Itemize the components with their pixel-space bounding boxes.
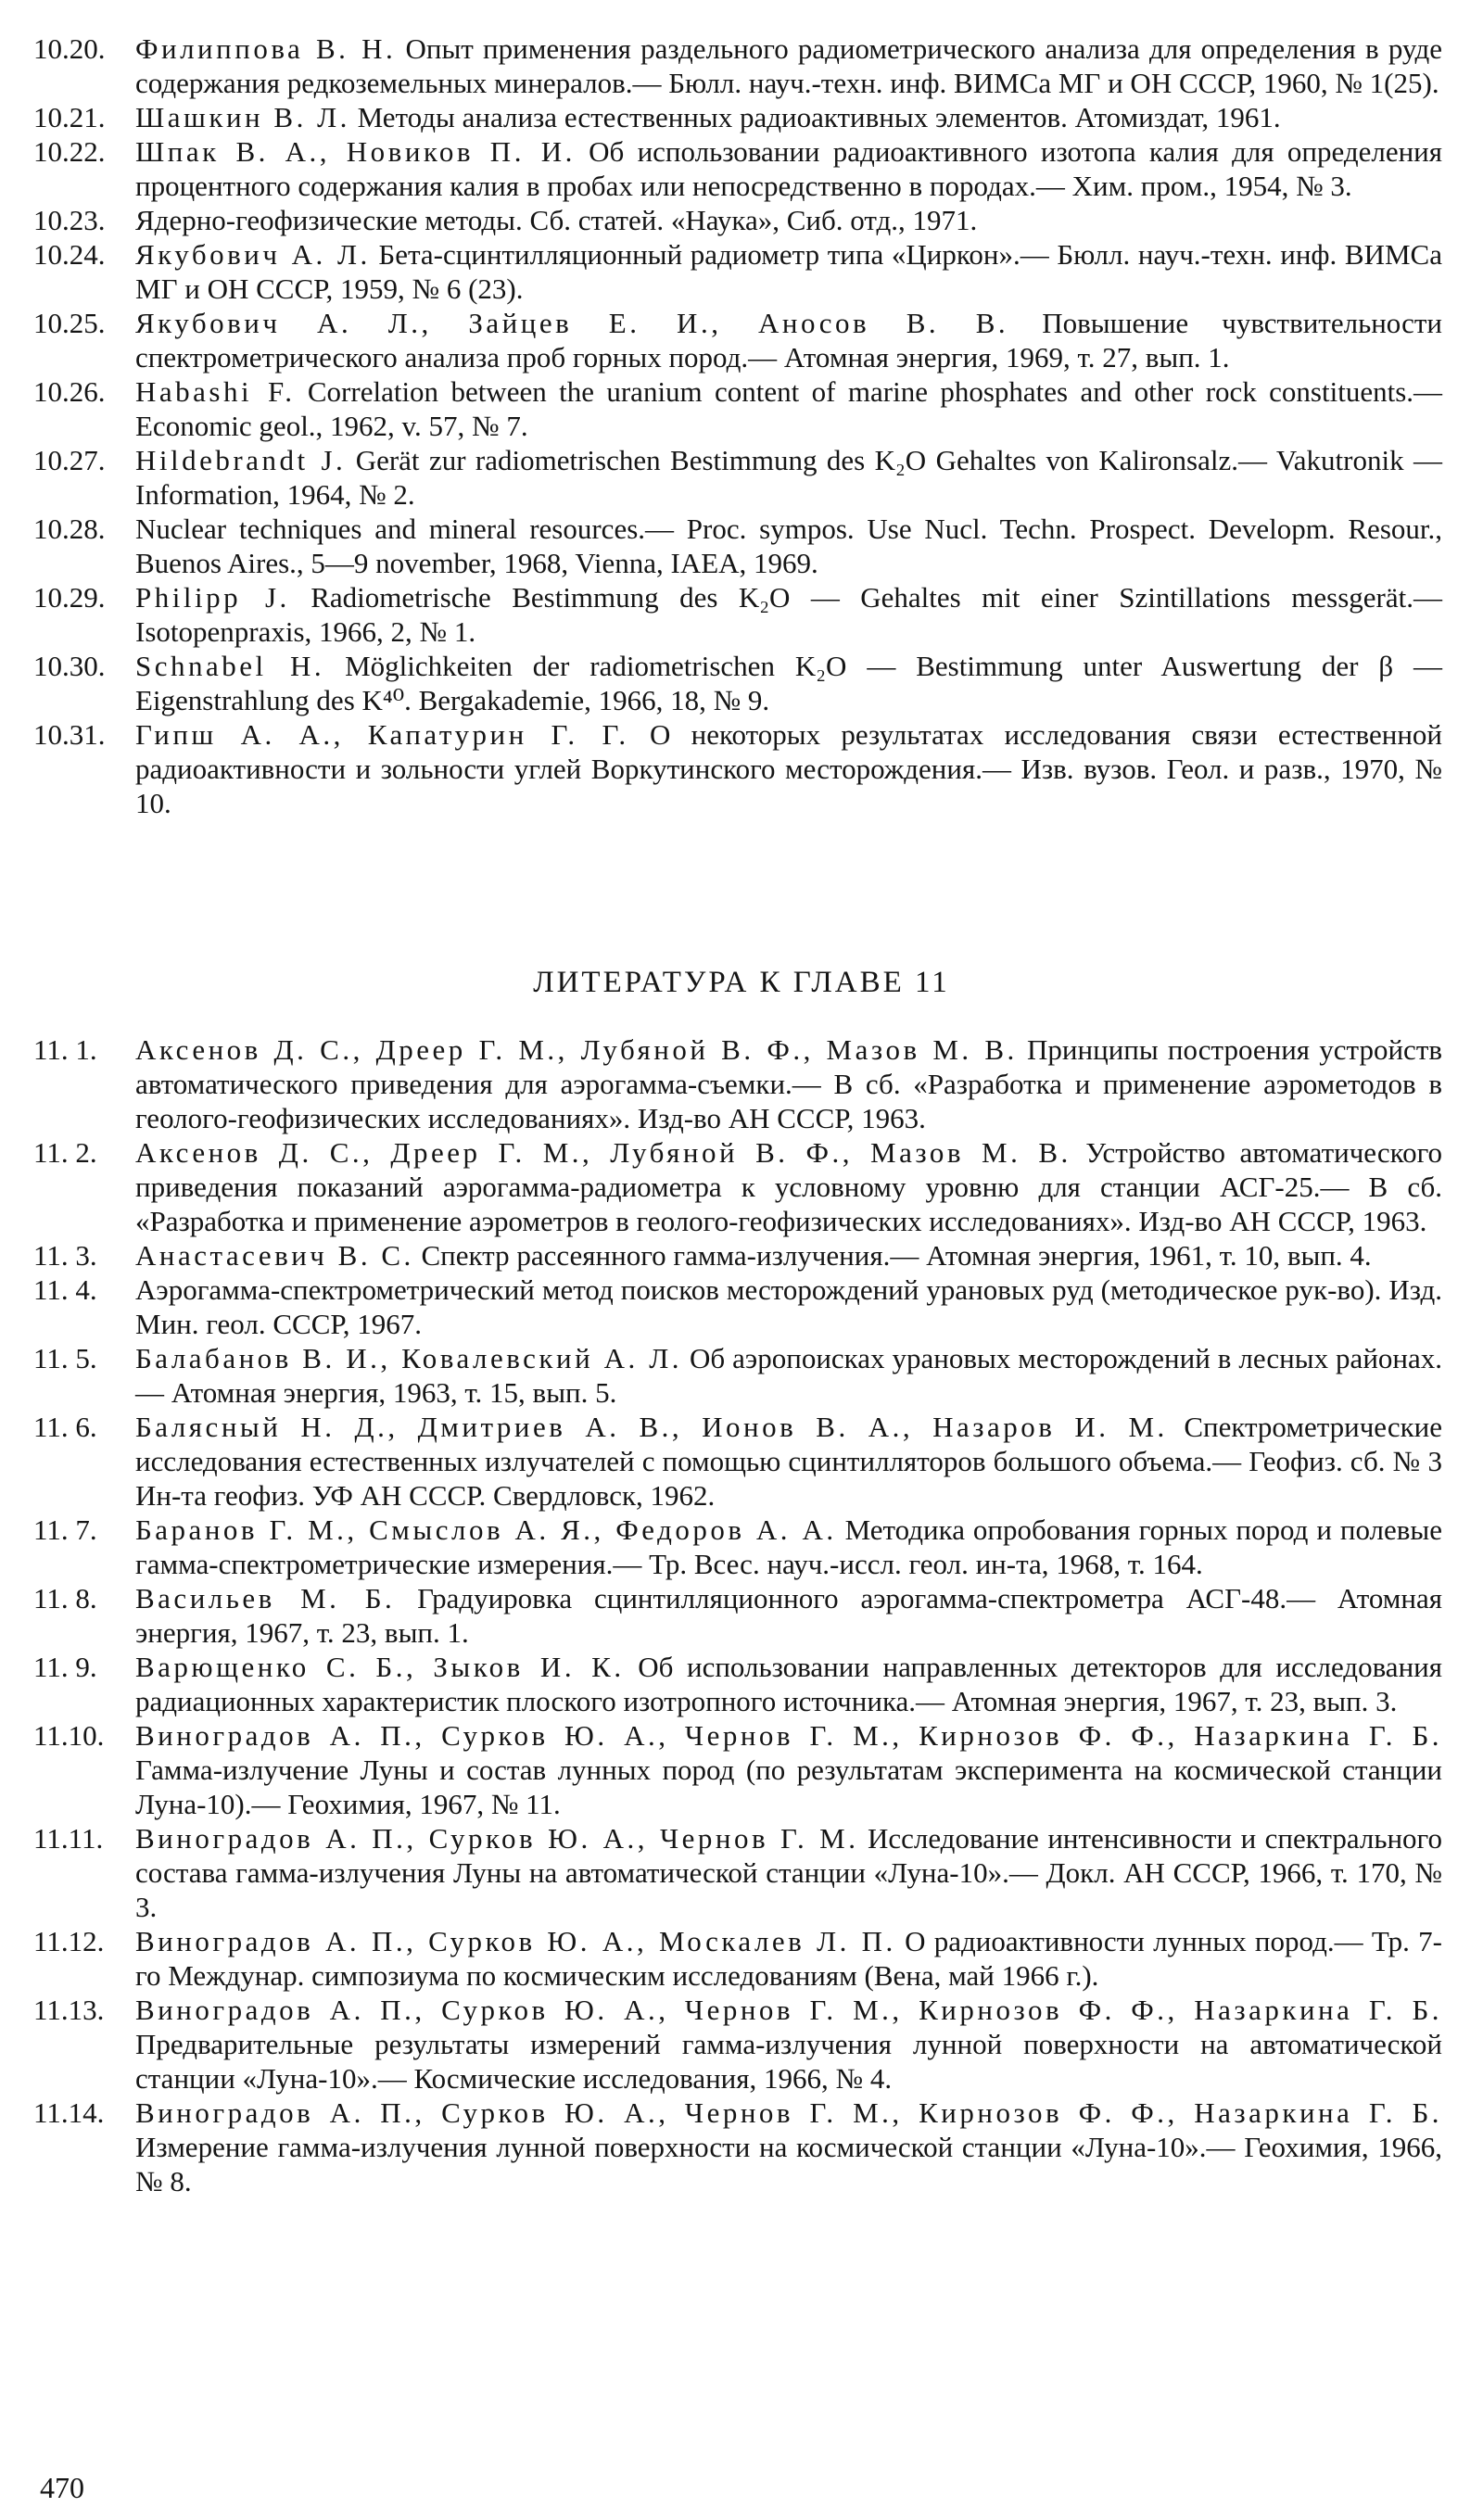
reference-entry: [33, 1821, 1442, 1924]
reference-entry: [33, 717, 1442, 820]
reference-list-chapter-11: [33, 1032, 1442, 2198]
reference-text: Об использовании радиоактивного изотопа калия для определения процентного содержания калия в пробах или непосредственно в породах.— Хим. пром., 1954, № 3.: [135, 135, 1443, 202]
reference-authors: Schnabel H.: [135, 650, 325, 682]
reference-text: Методика опробования горных пород и полевые гамма-спектрометрические измерения.— Тр. Всес. науч.-иссл. геол. ин-та, 1968, т. 164.: [135, 1513, 1443, 1580]
reference-number: 11. 8.: [33, 1582, 97, 1615]
reference-text: Бета-сцинтилляционный радиометр типа «Циркон».— Бюлл. науч.-техн. инф. ВИМСа МГ и ОН СССР, 1959, № 6 (23).: [135, 238, 1442, 305]
reference-authors: Балабанов В. И., Ковалевский А. Л.: [135, 1342, 683, 1374]
reference-authors: Виноградов А. П., Сурков Ю. А., Москалев Л. П.: [135, 1925, 896, 1957]
reference-text: Аэрогамма-спектрометрический метод поисков месторождений урановых руд (методическое рук-во). Изд. Мин. геол. СССР, 1967.: [135, 1273, 1442, 1340]
reference-entry: [33, 580, 1442, 649]
reference-authors: Филиппова В. Н.: [135, 32, 397, 65]
reference-text: Опыт применения раздельного радиометрического анализа для определения в руде содержания редкоземельных минералов.— Бюлл. науч.-техн. инф. ВИМСа МГ и ОН СССР, 1960, № 1(25).: [135, 32, 1443, 99]
reference-number: 10.20.: [33, 32, 106, 65]
reference-number: 11.14.: [33, 2096, 105, 2129]
reference-number: 10.26.: [33, 375, 106, 408]
reference-entry: [33, 1410, 1442, 1513]
reference-authors: Виноградов А. П., Сурков Ю. А., Чернов Г. М., Кирнозов Ф. Ф., Назаркина Г. Б.: [135, 1719, 1442, 1752]
reference-entry: [33, 1581, 1442, 1650]
chapter-11-heading: ЛИТЕРАТУРА К ГЛАВЕ 11: [533, 966, 950, 999]
reference-number: 11. 4.: [33, 1273, 97, 1306]
reference-number: 11. 5.: [33, 1342, 97, 1374]
reference-entry: [33, 237, 1442, 306]
reference-entry: [33, 1238, 1442, 1273]
reference-authors: Philipp J.: [135, 581, 290, 614]
reference-text: Гамма-излучение Луны и состав лунных пород (по результатам эксперимента на космической станции Луна-10).— Геохимия, 1967, № 11.: [135, 1754, 1442, 1820]
reference-number: 11. 3.: [33, 1239, 97, 1272]
reference-number: 11. 9.: [33, 1651, 97, 1683]
reference-authors: Варющенко С. Б., Зыков И. К.: [135, 1651, 625, 1683]
reference-number: 11.12.: [33, 1925, 105, 1957]
reference-number: 10.28.: [33, 513, 106, 545]
reference-text: Radiometrische Bestimmung des K₂O — Gehaltes mit einer Szintillations messgerät.— Isotopenpraxis, 1966, 2, № 1.: [135, 581, 1442, 648]
reference-text: Ядерно-геофизические методы. Сб. статей. «Наука», Сиб. отд., 1971.: [135, 204, 978, 236]
reference-list-chapter-10: [33, 32, 1442, 820]
reference-text: Спектрометрические исследования естественных излучателей с помощью сцинтилляторов большого объема.— Геофиз. сб. № 3 Ин-та геофиз. УФ АН СССР. Свердловск, 1962.: [135, 1411, 1443, 1512]
reference-number: 11. 1.: [33, 1033, 97, 1066]
reference-text: Nuclear techniques and mineral resources.— Proc. sympos. Use Nucl. Techn. Prospect. Developm. Resour., Buenos Aires., 5—9 november, 1968, Vienna, IAEA, 1969.: [135, 513, 1442, 579]
reference-authors: Баранов Г. М., Смыслов А. Я., Федоров А. А.: [135, 1513, 837, 1546]
reference-text: Об аэропоисках урановых месторождений в лесных районах.— Атомная энергия, 1963, т. 15, вып. 5.: [135, 1342, 1443, 1409]
reference-authors: Якубович А. Л., Зайцев Е. И., Аносов В. В.: [135, 307, 1009, 339]
reference-authors: Аксенов Д. С., Дреер Г. М., Лубяной В. Ф., Мазов М. В.: [135, 1136, 1071, 1169]
reference-authors: Балясный Н. Д., Дмитриев А. В., Ионов В. А., Назаров И. М.: [135, 1411, 1168, 1443]
reference-authors: Шашкин В. Л.: [135, 101, 350, 133]
reference-text: Повышение чувствительности спектрометрического анализа проб горных пород.— Атомная энергия, 1969, т. 27, вып. 1.: [135, 307, 1442, 374]
reference-authors: Анастасевич В. С.: [135, 1239, 414, 1272]
reference-text: О некоторых результатах исследования связи естественной радиоактивности и зольности углей Воркутинского месторождения.— Изв. вузов. Геол. и разв., 1970, № 10.: [135, 718, 1443, 819]
reference-text: Спектр рассеянного гамма-излучения.— Атомная энергия, 1961, т. 10, вып. 4.: [421, 1239, 1372, 1272]
reference-entry: [33, 1993, 1442, 2096]
reference-authors: Виноградов А. П., Сурков Ю. А., Чернов Г. М.: [135, 1822, 859, 1855]
reference-entry: [33, 1341, 1442, 1410]
reference-entry: [33, 443, 1442, 512]
reference-authors: Hildebrandt J.: [135, 444, 347, 476]
reference-number: 11.13.: [33, 1994, 105, 2026]
reference-entry: [33, 1650, 1442, 1718]
reference-authors: Якубович А. Л.: [135, 238, 371, 271]
reference-number: 10.24.: [33, 238, 106, 271]
reference-number: 10.21.: [33, 101, 106, 133]
reference-text: Gerät zur radiometrischen Bestimmung des K₂O Gehaltes von Kalironsalz.— Vakutronik — Information, 1964, № 2.: [135, 444, 1443, 511]
reference-entry: [33, 1135, 1442, 1238]
reference-number: 11.10.: [33, 1719, 105, 1752]
reference-number: 10.31.: [33, 718, 106, 751]
reference-entry: [33, 1032, 1442, 1135]
reference-text: Измерение гамма-излучения лунной поверхности на космической станции «Луна-10».— Геохимия, 1966, № 8.: [135, 2131, 1442, 2197]
reference-entry: [33, 1273, 1442, 1341]
reference-entry: [33, 1924, 1442, 1993]
reference-text: Предварительные результаты измерений гамма-излучения лунной поверхности на автоматической станции «Луна-10».— Космические исследования, 1966, № 4.: [135, 2028, 1442, 2095]
reference-text: О радиоактивности лунных пород.— Тр. 7-го Междунар. симпозиума по космическим исследованиям (Вена, май 1966 г.).: [135, 1925, 1442, 1992]
reference-authors: Habashi F.: [135, 375, 296, 408]
reference-entry: [33, 100, 1442, 134]
reference-text: Методы анализа естественных радиоактивных элементов. Атомиздат, 1961.: [357, 101, 1281, 133]
reference-entry: [33, 32, 1442, 100]
reference-entry: [33, 1513, 1442, 1581]
reference-authors: Гипш А. А., Капатурин Г. Г.: [135, 718, 629, 751]
reference-entry: [33, 2096, 1442, 2198]
reference-number: 10.30.: [33, 650, 106, 682]
reference-entry: [33, 134, 1442, 203]
reference-entry: [33, 374, 1442, 443]
reference-number: 11.11.: [33, 1822, 104, 1855]
page-number: 470: [40, 2471, 84, 2504]
reference-authors: Виноградов А. П., Сурков Ю. А., Чернов Г. М., Кирнозов Ф. Ф., Назаркина Г. Б.: [135, 1994, 1442, 2026]
reference-text: Correlation between the uranium content of marine phosphates and other rock constituents.— Economic geol., 1962, v. 57, № 7.: [135, 375, 1443, 442]
reference-number: 10.29.: [33, 581, 106, 614]
reference-number: 10.22.: [33, 135, 106, 168]
reference-authors: Виноградов А. П., Сурков Ю. А., Чернов Г. М., Кирнозов Ф. Ф., Назаркина Г. Б.: [135, 2096, 1442, 2129]
reference-number: 10.27.: [33, 444, 106, 476]
reference-entry: [33, 1718, 1442, 1821]
reference-entry: [33, 649, 1442, 717]
reference-text: Об использовании направленных детекторов для исследования радиационных характеристик плоского изотропного источника.— Атомная энергия, 1967, т. 23, вып. 3.: [135, 1651, 1443, 1717]
reference-number: 11. 2.: [33, 1136, 97, 1169]
reference-authors: Аксенов Д. С., Дреер Г. М., Лубяной В. Ф., Мазов М. В.: [135, 1033, 1018, 1066]
reference-entry: [33, 306, 1442, 374]
reference-number: 11. 7.: [33, 1513, 97, 1546]
reference-text: Исследование интенсивности и спектрального состава гамма-излучения Луны на автоматической станции «Луна-10».— Докл. АН СССР, 1966, т. 170, № 3.: [135, 1822, 1442, 1923]
reference-entry: [33, 203, 1442, 237]
reference-text: Устройство автоматического приведения показаний аэрогамма-радиометра к условному уровню для станции АСГ-25.— В сб. «Разработка и применение аэрометров в геолого-геофизических исследованиях». Изд-во АН СССР, 1963.: [135, 1136, 1443, 1237]
reference-number: 11. 6.: [33, 1411, 97, 1443]
reference-number: 10.25.: [33, 307, 106, 339]
reference-entry: [33, 512, 1442, 580]
reference-text: Градуировка сцинтилляционного аэрогамма-спектрометра АСГ-48.— Атомная энергия, 1967, т. 23, вып. 1.: [135, 1582, 1443, 1649]
reference-text: Принципы построения устройств автоматического приведения для аэрогамма-съемки.— В сб. «Разработка и применение аэрометодов в геолого-геофизических исследованиях». Изд-во АН СССР, 1963.: [135, 1033, 1442, 1134]
reference-number: 10.23.: [33, 204, 106, 236]
reference-authors: Шпак В. А., Новиков П. И.: [135, 135, 576, 168]
reference-text: Möglichkeiten der radiometrischen K₂O — Bestimmung unter Auswertung der β — Eigenstrahlung des K⁴⁰. Bergakademie, 1966, 18, № 9.: [135, 650, 1443, 716]
reference-authors: Васильев М. Б.: [135, 1582, 396, 1615]
